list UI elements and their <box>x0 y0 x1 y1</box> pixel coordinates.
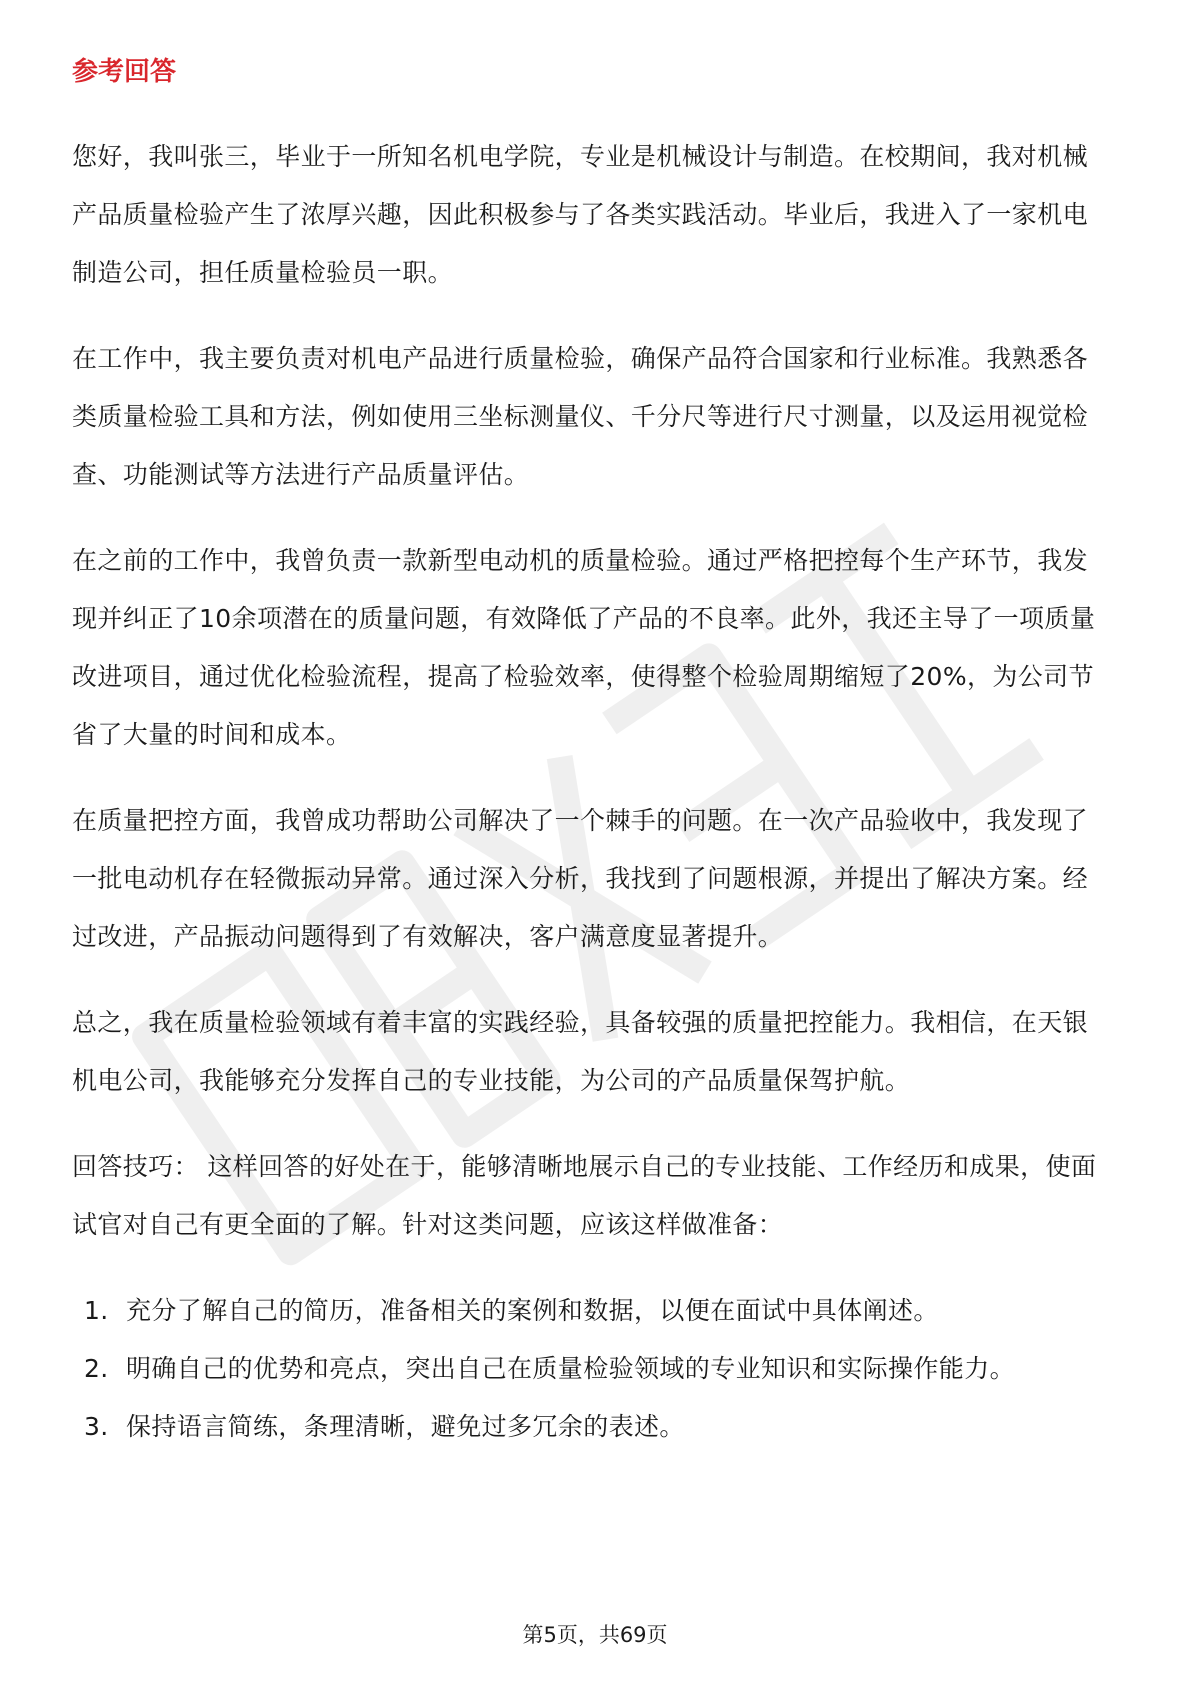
list-item-number: 2. <box>84 1354 109 1383</box>
answer-paragraph-4: 在质量把控方面，我曾成功帮助公司解决了一个棘手的问题。在一次产品验收中，我发现了一批电动机存在轻微振动异常。通过深入分析，我找到了问题根源，并提出了解决方案。经过改进，产品振动问题得到了有效解决，客户满意度显著提升。 <box>72 806 1089 951</box>
list-item-text: 充分了解自己的简历，准备相关的案例和数据，以便在面试中具体阐述。 <box>126 1296 939 1325</box>
list-item-number: 1. <box>84 1296 109 1325</box>
answer-paragraph-5: 总之，我在质量检验领域有着丰富的实践经验，具备较强的质量把控能力。我相信，在天银机电公司，我能够充分发挥自己的专业技能，为公司的产品质量保驾护航。 <box>72 1008 1089 1095</box>
list-item <box>72 1398 1110 1456</box>
answer-paragraph-1: 您好，我叫张三，毕业于一所知名机电学院，专业是机械设计与制造。在校期间，我对机械产品质量检验产生了浓厚兴趣，因此积极参与了各类实践活动。毕业后，我进入了一家机电制造公司，担任质量检验员一职。 <box>72 142 1089 287</box>
list-item <box>72 1282 1110 1340</box>
answer-paragraph-3: 在之前的工作中，我曾负责一款新型电动机的质量检验。通过严格把控每个生产环节，我发现并纠正了10余项潜在的质量问题，有效降低了产品的不良率。此外，我还主导了一项质量改进项目，通过优化检验流程，提高了检验效率，使得整个检验周期缩短了20%，为公司节省了大量的时间和成本。 <box>72 546 1096 749</box>
section-heading: 参考回答 <box>72 57 177 87</box>
list-item <box>72 1340 1110 1398</box>
tips-list <box>72 1282 1110 1456</box>
answer-paragraph-2: 在工作中，我主要负责对机电产品进行质量检验，确保产品符合国家和行业标准。我熟悉各类质量检验工具和方法，例如使用三坐标测量仪、千分尺等进行尺寸测量，以及运用视觉检查、功能测试等方法进行产品质量评估。 <box>72 344 1089 489</box>
list-item-number: 3. <box>84 1412 109 1441</box>
page-number-footer: 第5页，共69页 <box>522 1623 668 1647</box>
list-item-text: 保持语言简练，条理清晰，避免过多冗余的表述。 <box>126 1412 685 1441</box>
list-item-text: 明确自己的优势和亮点，突出自己在质量检验领域的专业知识和实际操作能力。 <box>126 1354 1016 1383</box>
tips-intro-paragraph: 回答技巧： 这样回答的好处在于，能够清晰地展示自己的专业技能、工作经历和成果，使面试官对自己有更全面的了解。针对这类问题，应该这样做准备： <box>72 1152 1097 1239</box>
